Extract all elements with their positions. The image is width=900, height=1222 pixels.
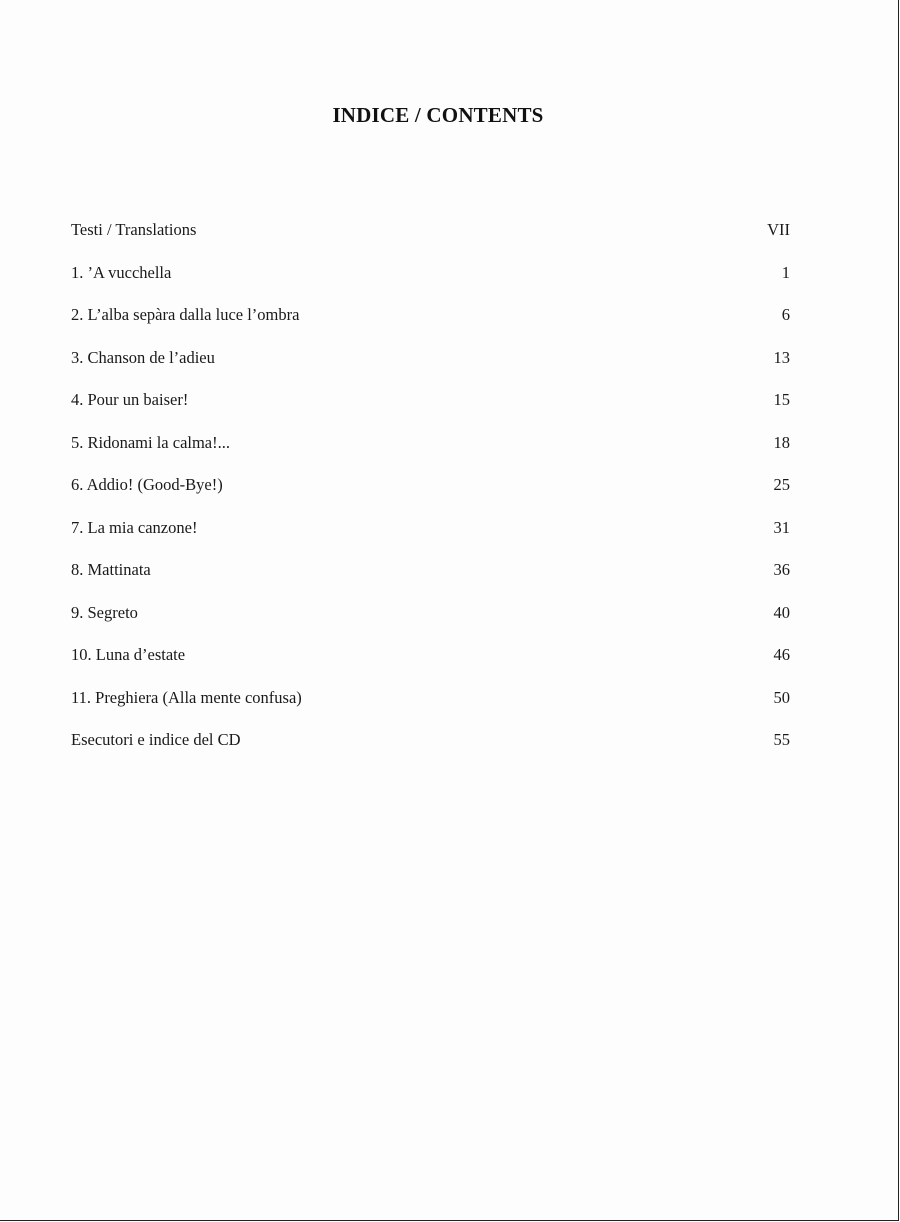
toc-entry-page: VII	[767, 220, 790, 239]
toc-entry-page: 50	[773, 687, 790, 707]
toc-entry-title: 4. Pour un baiser!	[71, 390, 189, 409]
toc-entry-title: 11. Preghiera (Alla mente confusa)	[71, 687, 302, 707]
toc-entry	[71, 475, 790, 518]
toc-entry-page: 1	[781, 262, 790, 282]
table-of-contents	[71, 220, 790, 773]
toc-entry	[71, 263, 790, 306]
toc-entry-title: Esecutori e indice del CD	[71, 730, 241, 749]
toc-entry-page: 31	[773, 517, 790, 537]
toc-entry-page: 46	[773, 645, 790, 664]
toc-entry	[71, 220, 790, 263]
toc-entry-title: 1. ’A vucchella	[71, 262, 172, 282]
toc-entry-title: 7. La mia canzone!	[71, 517, 198, 537]
toc-entry-page: 36	[773, 560, 790, 579]
toc-entry-page: 40	[773, 602, 790, 622]
toc-entry-title: 10. Luna d’estate	[71, 645, 186, 664]
toc-entry-page: 18	[773, 432, 790, 452]
toc-entry	[71, 730, 790, 773]
toc-entry-title: Testi / Translations	[71, 220, 197, 239]
toc-entry-title: 5. Ridonami la calma!...	[71, 432, 230, 452]
toc-entry	[71, 560, 790, 603]
toc-entry-page: 55	[773, 730, 790, 749]
toc-entry-page: 6	[781, 305, 790, 324]
toc-entry-page: 15	[773, 390, 790, 409]
toc-entry	[71, 603, 790, 646]
toc-entry	[71, 390, 790, 433]
toc-entry	[71, 348, 790, 391]
toc-entry	[71, 518, 790, 561]
toc-entry-page: 25	[773, 475, 790, 494]
toc-entry-page: 13	[773, 347, 790, 367]
toc-entry	[71, 645, 790, 688]
toc-entry-title: 2. L’alba sepàra dalla luce l’ombra	[71, 305, 300, 324]
toc-entry-title: 9. Segreto	[71, 602, 138, 622]
toc-entry	[71, 688, 790, 731]
page-title: INDICE / CONTENTS	[332, 103, 544, 127]
toc-entry-title: 3. Chanson de l’adieu	[71, 347, 215, 367]
toc-entry-title: 6. Addio! (Good-Bye!)	[71, 475, 223, 494]
toc-entry	[71, 433, 790, 476]
toc-entry	[71, 305, 790, 348]
toc-entry-title: 8. Mattinata	[71, 560, 151, 579]
